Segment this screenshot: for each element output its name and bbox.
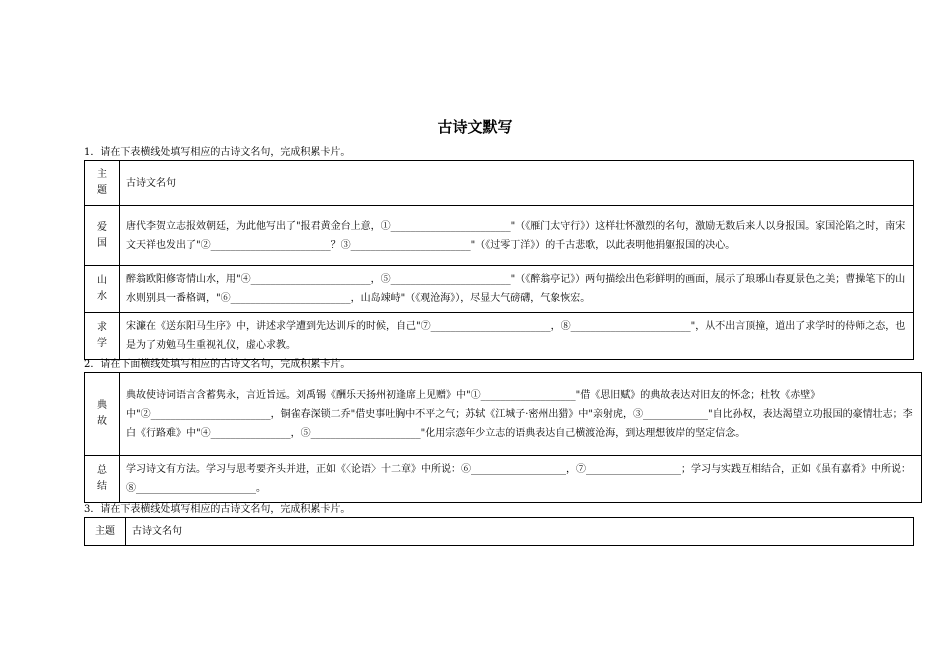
question-2-prompt: 2．请在下面横线处填写相应的古诗文名句，完成积累卡片。: [84, 359, 351, 370]
page-title: 古诗文默写: [437, 118, 513, 136]
table-row: [85, 313, 914, 360]
row-content[interactable]: 唐代李贺立志报效朝廷，为此他写出了"报君黄金台上意，①________________________"（《雁门太守行》）这样壮怀激烈的名句，激励无数后来人以身报国。家国沦陷之时，南宋文天祥也发出了"②________________________？③________________________"（《过零丁洋》）的千古悲歌，以此表明他捐躯报国的决心。: [120, 206, 914, 266]
table-header-row: [85, 518, 914, 546]
table-row: [85, 456, 922, 503]
row-content[interactable]: 典故使诗词语言含蓄隽永，言近旨远。刘禹锡《酬乐天扬州初逢席上见赠》中"①___________________"借《思旧赋》的典故表达对旧友的怀念；杜牧《赤壁》中"②________________________，铜雀春深锁二乔"借史事吐胸中不平之气；苏轼《江城子·密州出猎》中"亲射虎，③_____________"自比孙权，表达渴望立功报国的豪情壮志；李白《行路难》中"④________________，⑤______________________"化用宗悫年少立志的语典表达自己横渡沧海，到达理想彼岸的坚定信念。: [120, 373, 922, 456]
table-row: [85, 266, 914, 313]
question-1-table: [84, 160, 914, 360]
table-row: [85, 206, 914, 266]
question-3-prompt: 3．请在下表横线处填写相应的古诗文名句，完成积累卡片。: [84, 504, 351, 515]
table-row: [85, 373, 922, 456]
question-3-table: [84, 517, 914, 546]
row-content[interactable]: 醉翁欧阳修寄情山水，用"④________________________，⑤________________________"（《醉翁亭记》）两句描绘出色彩鲜明的画面，展示了琅琊山春夏景色之美；曹操笔下的山水则别具一番格调，"⑥________________________，山岛竦峙"（《观沧海》），尽显大气磅礴，气象恢宏。: [120, 266, 914, 313]
table-header-row: [85, 161, 914, 206]
topic-header: 主 题: [85, 161, 120, 206]
row-topic: 爱 国: [85, 206, 120, 266]
row-content[interactable]: 宋濂在《送东阳马生序》中，讲述求学遭到先达训斥的时候，自己"⑦________________________，⑧________________________"，从不出言顶撞，道出了求学时的侍师之态，也是为了劝勉马生重视礼仪，虚心求教。: [120, 313, 914, 360]
column-header: 古诗文名句: [120, 161, 914, 206]
question-2-table: [84, 372, 922, 503]
row-topic: 求 学: [85, 313, 120, 360]
row-topic: 总 结: [85, 456, 120, 503]
row-topic: 山 水: [85, 266, 120, 313]
row-topic: 典 故: [85, 373, 120, 456]
column-header: 古诗文名句: [126, 518, 914, 546]
row-content[interactable]: 学习诗文有方法。学习与思考要齐头并进，正如《〈论语〉十二章》中所说：⑥___________________，⑦___________________；学习与实践互相结合，正如《虽有嘉肴》中所说：⑧________________________。: [120, 456, 922, 503]
question-1-prompt: 1．请在下表横线处填写相应的古诗文名句，完成积累卡片。: [84, 147, 351, 158]
topic-header: 主题: [85, 518, 126, 546]
